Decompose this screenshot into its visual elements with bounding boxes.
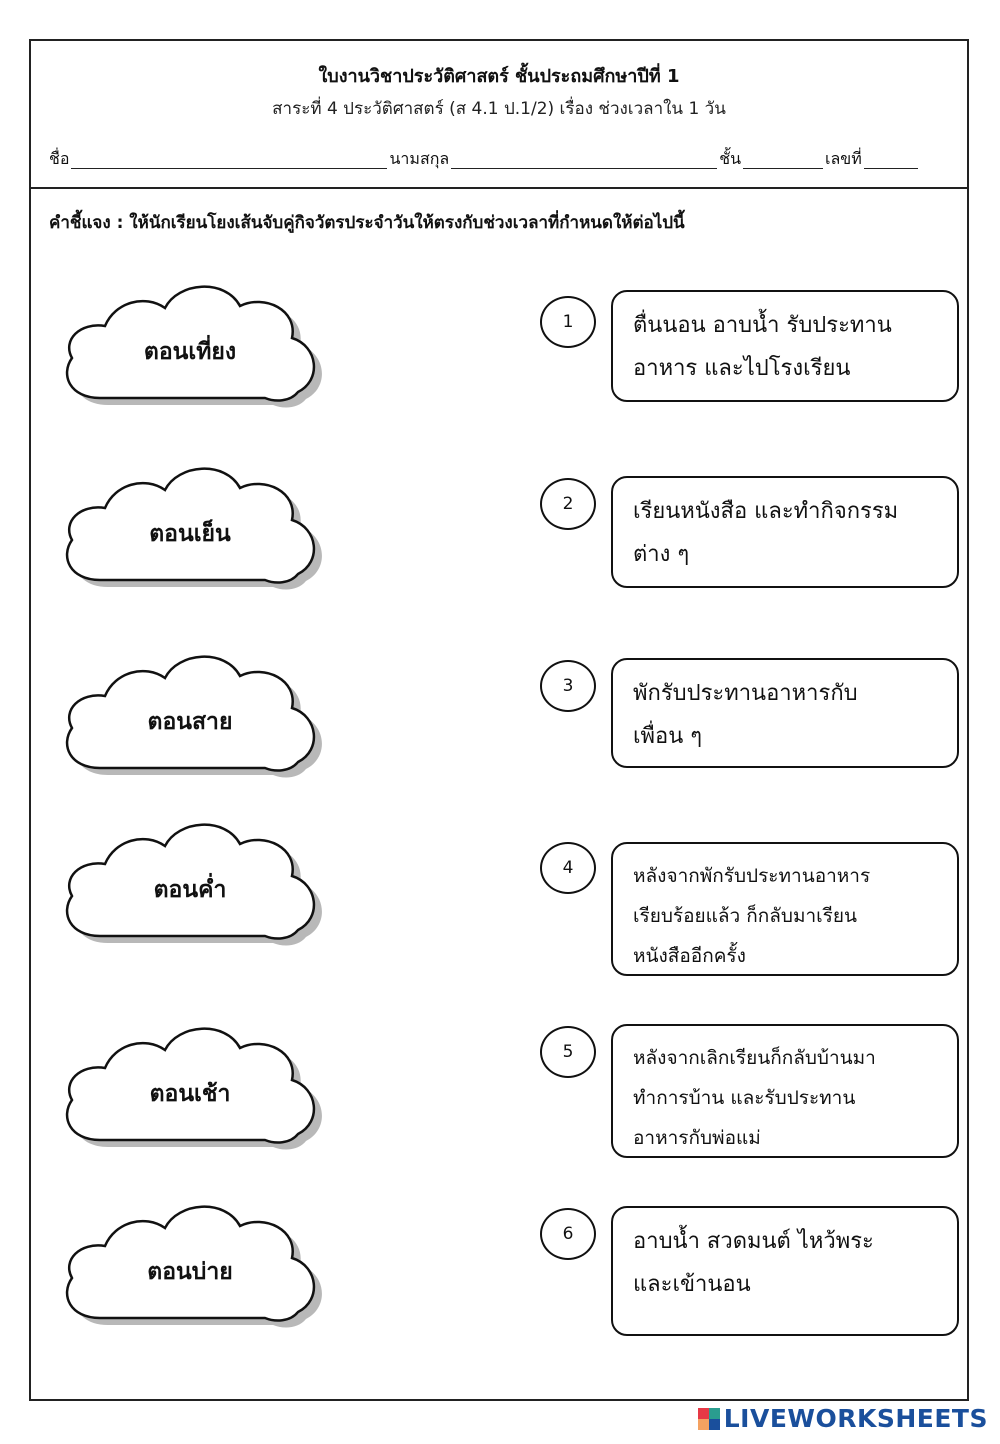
activity-text-line: ตื่นนอน อาบน้ำ รับประทาน	[633, 313, 892, 338]
class-label: ชั้น	[719, 149, 741, 168]
activity-box-5[interactable]	[611, 1024, 959, 1158]
activity-number-2: 2	[540, 478, 596, 530]
class-field[interactable]	[743, 167, 823, 169]
surname-label: นามสกุล	[389, 149, 450, 168]
activity-box-1[interactable]	[611, 290, 959, 402]
name-field[interactable]	[71, 167, 387, 169]
activity-number-1: 1	[540, 296, 596, 348]
liveworksheets-logo	[698, 1404, 988, 1433]
activity-text-line: เรียบร้อยแล้ว ก็กลับมาเรียน	[633, 905, 857, 927]
cloud-time-6[interactable]	[60, 1200, 320, 1340]
instruction-text: คำชี้แจง : ให้นักเรียนโยงเส้นจับคู่กิจวัตรประจำวันให้ตรงกับช่วงเวลาที่กำหนดให้ต่อไปนี้	[49, 213, 685, 233]
worksheet-title: ใบงานวิชาประวัติศาสตร์ ชั้นประถมศึกษาปีที่ 1	[318, 66, 680, 87]
cloud-time-5[interactable]	[60, 1022, 320, 1162]
activity-box-2[interactable]	[611, 476, 959, 588]
activity-text-line: หนังสืออีกครั้ง	[633, 945, 746, 967]
number-label: เลขที่	[825, 149, 862, 168]
cloud-label: ตอนเช้า	[149, 1081, 231, 1107]
activity-box-6[interactable]	[611, 1206, 959, 1336]
cloud-time-2[interactable]	[60, 462, 320, 602]
cloud-label: ตอนค่ำ	[153, 877, 227, 903]
activity-text-line: หลังจากเลิกเรียนก็กลับบ้านมา	[633, 1047, 876, 1069]
activity-text-line: หลังจากพักรับประทานอาหาร	[633, 865, 871, 887]
activity-number-6: 6	[540, 1208, 596, 1260]
brand-grid-icon	[698, 1408, 720, 1430]
activity-text-line: ต่าง ๆ	[633, 542, 690, 567]
cloud-time-4[interactable]	[60, 818, 320, 958]
activity-text-line: เรียนหนังสือ และทำกิจกรรม	[633, 499, 899, 524]
activity-text-line: อาหารกับพ่อแม่	[633, 1127, 761, 1149]
activity-number-4: 4	[540, 842, 596, 894]
activity-box-3[interactable]	[611, 658, 959, 768]
cloud-time-1[interactable]	[60, 280, 320, 420]
cloud-label: ตอนเที่ยง	[143, 339, 237, 365]
cloud-label: ตอนบ่าย	[147, 1259, 233, 1285]
cloud-time-3[interactable]	[60, 650, 320, 790]
surname-field[interactable]	[451, 167, 717, 169]
worksheet-subtitle: สาระที่ 4 ประวัติศาสตร์ (ส 4.1 ป.1/2) เรื่อง ช่วงเวลาใน 1 วัน	[272, 99, 726, 119]
activity-text-line: ทำการบ้าน และรับประทาน	[633, 1087, 856, 1109]
header-divider	[31, 187, 967, 189]
activity-box-4[interactable]	[611, 842, 959, 976]
activity-text-line: เพื่อน ๆ	[633, 724, 703, 749]
brand-text: LIVEWORKSHEETS	[723, 1404, 988, 1433]
activity-text-line: และเข้านอน	[633, 1272, 751, 1297]
activity-number-5: 5	[540, 1026, 596, 1078]
activity-text-line: พักรับประทานอาหารกับ	[633, 681, 858, 706]
activity-number-3: 3	[540, 660, 596, 712]
name-label: ชื่อ	[49, 149, 70, 168]
activity-text-line: อาหาร และไปโรงเรียน	[633, 356, 851, 381]
activity-text-line: อาบน้ำ สวดมนต์ ไหว้พระ	[633, 1229, 874, 1254]
cloud-label: ตอนสาย	[147, 709, 233, 735]
student-info-row	[49, 147, 949, 172]
cloud-label: ตอนเย็น	[149, 521, 231, 547]
number-field[interactable]	[864, 167, 918, 169]
